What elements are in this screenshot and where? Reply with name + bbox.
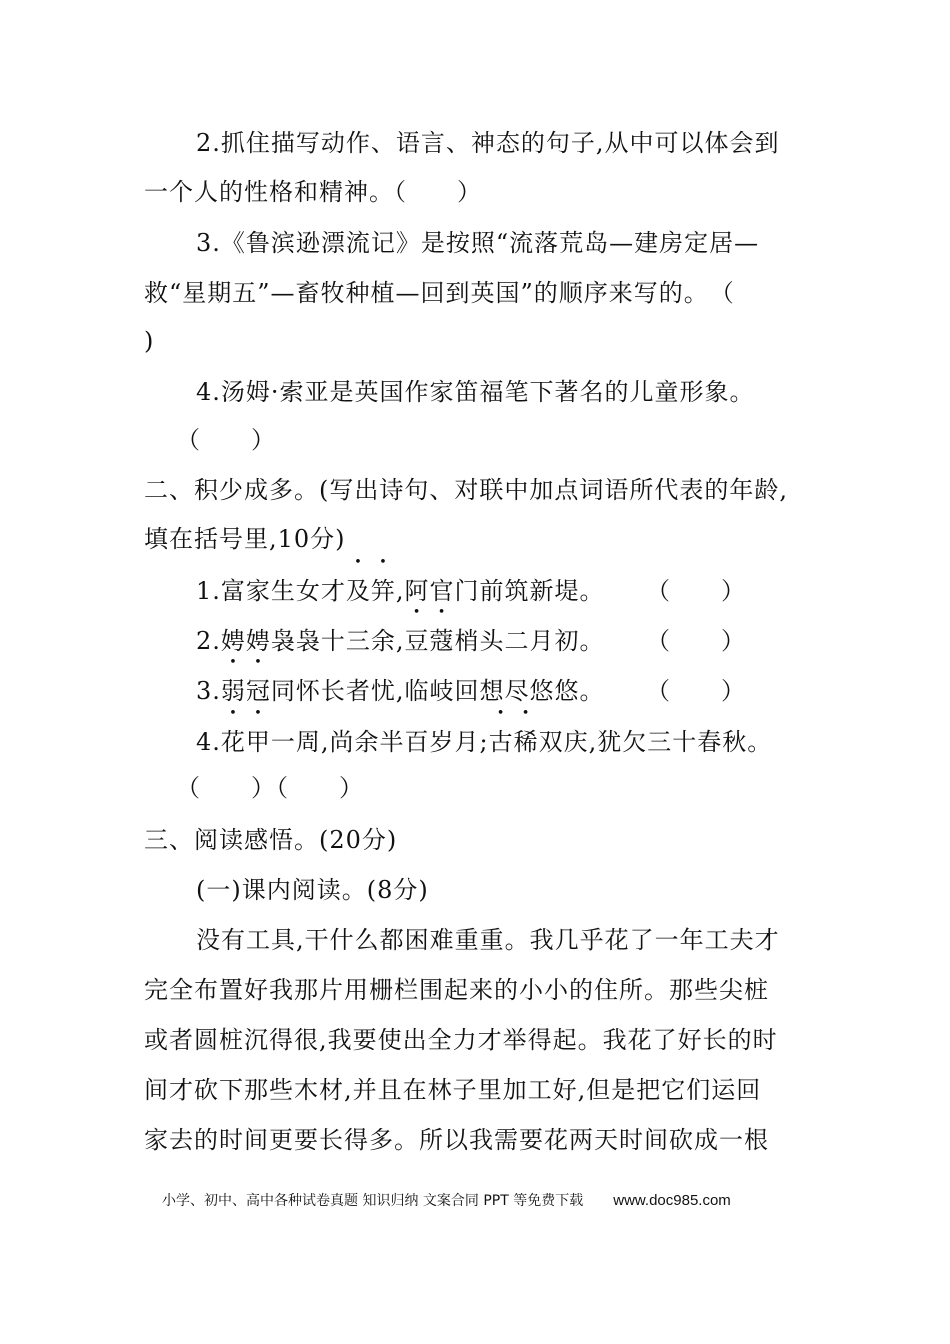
answer-blank: （ ） xyxy=(646,627,746,655)
footer-url-link[interactable]: www.doc985.com xyxy=(613,1192,731,1209)
item-text: ,阿官门前筑新堤。 xyxy=(395,577,605,605)
question-3-line-1: 3.《鲁滨逊漂流记》是按照“流落荒岛—建房定居— xyxy=(196,229,760,257)
section-2-item-1 xyxy=(196,576,746,606)
passage-line: 间才砍下那些木材,并且在林子里加工好,但是把它们运回 xyxy=(144,1076,762,1104)
question-4-answer-blank: （ ） xyxy=(176,426,276,454)
question-2-line-1: 2.抓住描写动作、语言、神态的句子,从中可以体会到 xyxy=(196,129,780,157)
passage-line: 没有工具,干什么都困难重重。我几乎花了一年工夫才 xyxy=(196,926,780,954)
section-2-heading: 二、积少成多。(写出诗句、对联中加点词语所代表的年龄, xyxy=(144,476,788,504)
page-footer xyxy=(162,1190,731,1210)
emphasized-char: 及 xyxy=(345,577,371,605)
passage-line: 或者圆桩沉得很,我要使出全力才举得起。我花了好长的时 xyxy=(144,1026,778,1054)
question-2-line-2: 一个人的性格和精神。（ ） xyxy=(144,178,482,206)
passage-line: 完全布置好我那片用栅栏围起来的小小的住所。那些尖桩 xyxy=(144,976,769,1004)
emphasized-char: 豆 xyxy=(404,627,430,655)
emphasized-char: 甲 xyxy=(245,728,271,756)
question-4-line-1: 4.汤姆·索亚是英国作家笛福笔下著名的儿童形象。 xyxy=(196,378,755,406)
item-text: 1.富家生女才 xyxy=(196,577,346,605)
emphasized-char: 花 xyxy=(220,728,246,756)
item-text: 同怀长者忧,临岐回想尽悠悠。 xyxy=(270,677,605,705)
footer-text: 小学、初中、高中各种试卷真题 知识归纳 文案合同 PPT 等免费下载 xyxy=(162,1193,584,1209)
section-2-item-2 xyxy=(196,626,746,656)
emphasized-char: 古 xyxy=(488,728,514,756)
answer-blank: （ ） xyxy=(646,577,746,605)
section-2-heading-line-2: 填在括号里,10分) xyxy=(144,525,346,553)
section-3-heading: 三、阅读感悟。(20分) xyxy=(144,826,398,854)
item-text: 梢头二月初。 xyxy=(454,627,605,655)
answer-blank: （ ） xyxy=(646,677,746,705)
emphasized-char: 弱 xyxy=(220,677,246,705)
section-3-subheading: (一)课内阅读。(8分) xyxy=(196,876,429,904)
emphasized-char: 稀 xyxy=(513,728,539,756)
item-text: 2.娉娉袅袅十三余, xyxy=(196,627,405,655)
question-3-line-2: 救“星期五”—畜牧种植—回到英国”的顺序来写的。 （ xyxy=(144,279,735,307)
section-2-item-4-answer-blanks: （ ）（ ） xyxy=(176,774,364,802)
section-2-item-4 xyxy=(196,727,772,757)
emphasized-char: 笄 xyxy=(370,577,396,605)
passage-line: 家去的时间更要长得多。所以我需要花两天时间砍成一根 xyxy=(144,1126,769,1154)
item-text: 双庆,犹欠三十春秋。 xyxy=(538,728,773,756)
question-3-line-3: ) xyxy=(144,327,155,355)
item-text: 4. xyxy=(196,728,221,756)
emphasized-char: 冠 xyxy=(245,677,271,705)
item-text: 一周,尚余半百岁月; xyxy=(270,728,489,756)
item-text: 3. xyxy=(196,677,221,705)
emphasized-char: 蔻 xyxy=(429,627,455,655)
section-2-item-3 xyxy=(196,676,746,706)
